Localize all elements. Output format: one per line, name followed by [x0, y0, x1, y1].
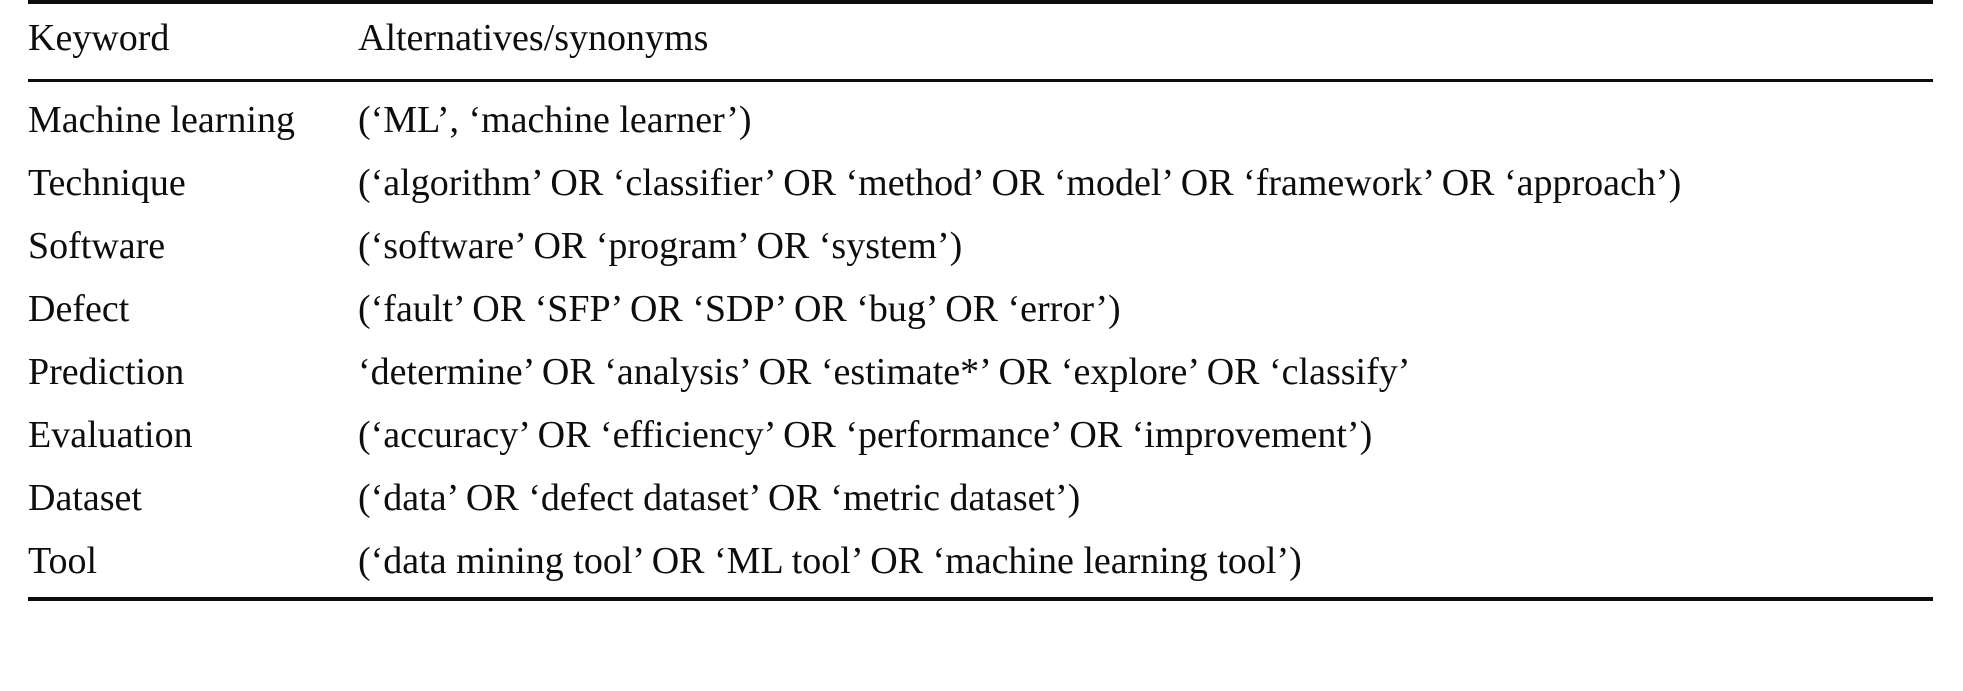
cell-alternatives: (‘accuracy’ OR ‘efficiency’ OR ‘performance’ OR ‘improvement’): [358, 414, 1373, 457]
table-body: [28, 80, 1933, 599]
keyword-synonyms-table: [28, 0, 1933, 601]
cell-keyword: Technique: [28, 161, 186, 204]
cell-keyword: Software: [28, 224, 166, 267]
table-row: [28, 529, 1933, 599]
cell-keyword: Evaluation: [28, 414, 193, 457]
cell-alternatives: (‘data mining tool’ OR ‘ML tool’ OR ‘machine learning tool’): [358, 529, 1933, 599]
cell-keyword: Defect: [28, 287, 130, 330]
table-header-row: [28, 2, 1933, 80]
table-row: [28, 277, 1933, 340]
cell-keyword: Tool: [28, 529, 358, 599]
cell-keyword: Machine learning: [28, 98, 295, 141]
table-row: [28, 403, 1933, 466]
column-header-alternatives: Alternatives/synonyms: [358, 2, 1933, 80]
table-row: [28, 151, 1933, 214]
table-row: [28, 214, 1933, 277]
cell-keyword: Prediction: [28, 351, 185, 393]
cell-alternatives: ‘determine’ OR ‘analysis’ OR ‘estimate*’ OR ‘explore’ OR ‘classify’: [358, 351, 1411, 393]
cell-keyword: Dataset: [28, 477, 142, 520]
table-header: [28, 2, 1933, 80]
column-header-keyword: Keyword: [28, 2, 358, 80]
table-row: [28, 80, 1933, 151]
cell-alternatives: (‘fault’ OR ‘SFP’ OR ‘SDP’ OR ‘bug’ OR ‘error’): [358, 287, 1121, 330]
table-row: [28, 340, 1933, 403]
cell-alternatives: (‘software’ OR ‘program’ OR ‘system’): [358, 224, 963, 267]
cell-alternatives: (‘data’ OR ‘defect dataset’ OR ‘metric dataset’): [358, 477, 1081, 520]
cell-alternatives: (‘ML’, ‘machine learner’): [358, 98, 752, 141]
cell-alternatives: (‘algorithm’ OR ‘classifier’ OR ‘method’ OR ‘model’ OR ‘framework’ OR ‘approach’): [358, 161, 1682, 204]
table-row: [28, 466, 1933, 529]
